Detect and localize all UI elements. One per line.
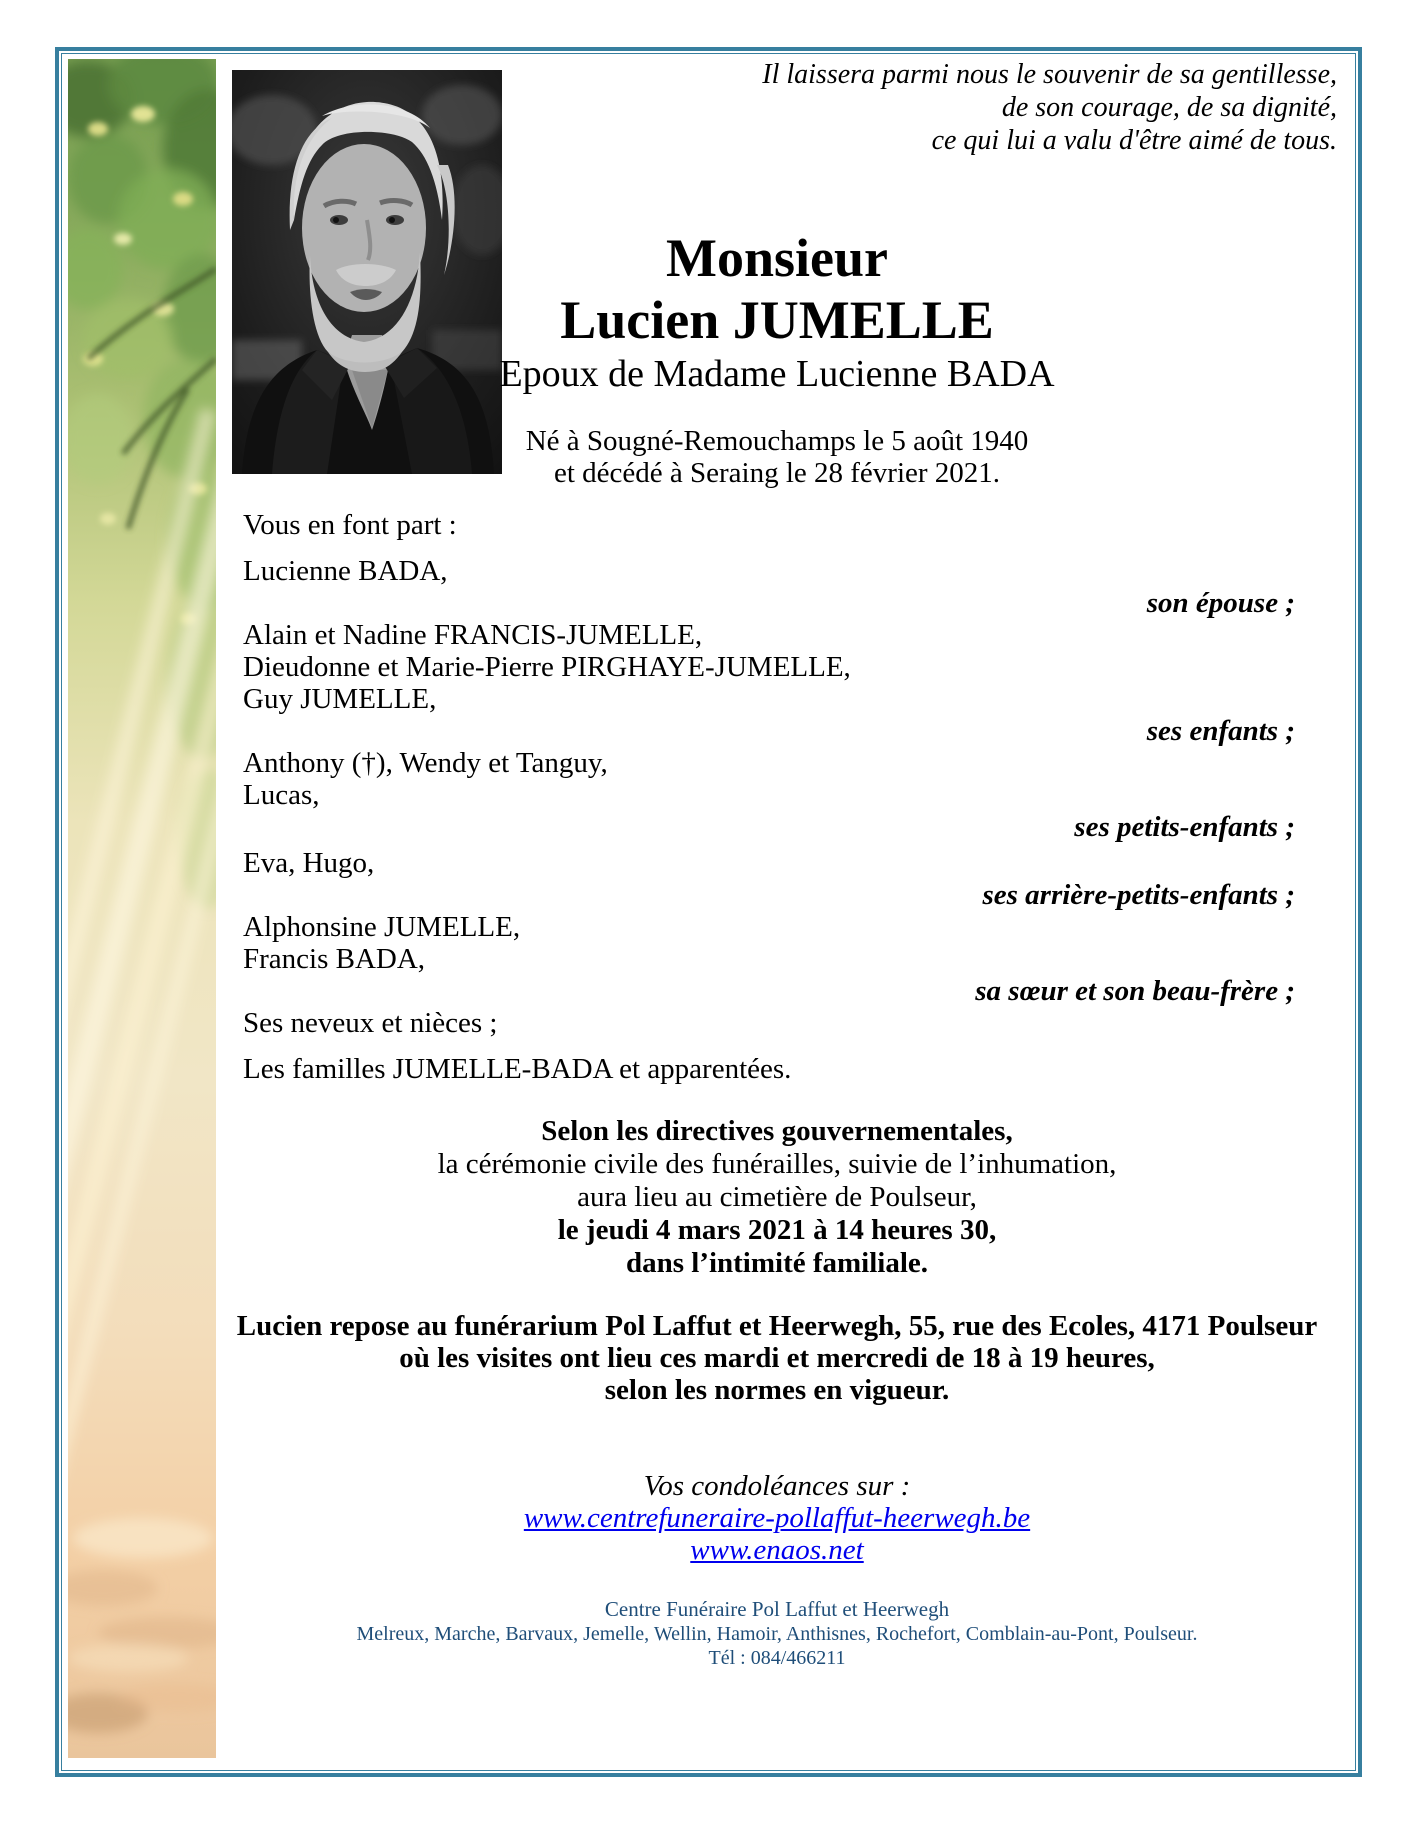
relation-spouse: son épouse ; <box>1146 587 1295 619</box>
families-line <box>217 1053 1337 1085</box>
ceremony-line: aura lieu au cimetière de Poulseur, <box>577 1181 977 1213</box>
deceased-subtitle: Epoux de Madame Lucienne BADA <box>499 353 1055 395</box>
family-name: Dieudonne et Marie-Pierre PIRGHAYE-JUMELLE, <box>243 651 851 683</box>
family-name: Alphonsine JUMELLE, <box>243 911 521 943</box>
deceased-name: Lucien JUMELLE <box>560 290 994 350</box>
ceremony-block <box>217 1115 1337 1280</box>
family-group-spouse <box>217 555 1337 587</box>
death-line: et décédé à Seraing le 28 février 2021. <box>553 457 1001 489</box>
funeral-home-phone: Tél : 084/466211 <box>708 1647 846 1669</box>
family-group-grandchildren <box>217 747 1337 811</box>
birth-line: Né à Sougné-Remouchamps le 5 août 1940 <box>525 425 1029 457</box>
family-group-great-grandchildren <box>217 847 1337 879</box>
birth-death-block <box>217 425 1337 489</box>
family-name: Alain et Nadine FRANCIS-JUMELLE, <box>243 619 703 651</box>
family-name: Francis BADA, <box>243 943 426 975</box>
family-group-children <box>217 619 1337 715</box>
memorial-quote <box>217 58 1337 157</box>
ceremony-line: Selon les directives gouvernementales, <box>541 1115 1013 1147</box>
ceremony-line: dans l’intimité familiale. <box>625 1247 929 1279</box>
family-name: Lucas, <box>243 779 320 811</box>
repose-line: selon les normes en vigueur. <box>604 1374 950 1406</box>
quote-line: ce qui lui a valu d'être aimé de tous. <box>931 125 1337 156</box>
quote-line: Il laissera parmi nous le souvenir de sa gentillesse, <box>762 59 1337 90</box>
relation-children: ses enfants ; <box>1146 715 1295 747</box>
funeral-home-name: Centre Funéraire Pol Laffut et Heerwegh <box>604 1597 950 1621</box>
family-name: Anthony (†), Wendy et Tanguy, <box>243 747 608 779</box>
family-name: Ses neveux et nièces ; <box>243 1007 498 1039</box>
ceremony-date-line: le jeudi 4 mars 2021 à 14 heures 30, <box>557 1214 997 1246</box>
condolences-link-enaos[interactable]: www.enaos.net <box>690 1534 864 1566</box>
family-name: Eva, Hugo, <box>243 847 375 879</box>
funeral-home-footer <box>217 1596 1337 1670</box>
condolences-block <box>217 1470 1337 1566</box>
ceremony-line: la cérémonie civile des funérailles, suivie de l’inhumation, <box>437 1148 1117 1180</box>
funeral-home-locations: Melreux, Marche, Barvaux, Jemelle, Wellin, Hamoir, Anthisnes, Rochefort, Comblain-au-Pont, Poulseur. <box>356 1623 1198 1645</box>
family-name: Les familles JUMELLE-BADA et apparentées. <box>243 1053 792 1085</box>
repose-line: Lucien repose au funérarium Pol Laffut et Heerwegh, 55, rue des Ecoles, 4171 Poulseur <box>236 1310 1318 1342</box>
relation-siblings: sa sœur et son beau-frère ; <box>975 975 1295 1007</box>
family-name: Guy JUMELLE, <box>243 683 437 715</box>
family-name: Lucienne BADA, <box>243 555 448 587</box>
repose-block <box>217 1310 1337 1406</box>
condolences-link-funeraire[interactable]: www.centrefuneraire-pollaffut-heerwegh.be <box>523 1502 1031 1534</box>
family-group-siblings <box>217 911 1337 975</box>
deceased-title: Monsieur <box>666 228 888 288</box>
content-column <box>217 0 1337 1670</box>
nephews-line <box>217 1007 1337 1039</box>
relation-great-grandchildren: ses arrière-petits-enfants ; <box>982 879 1295 911</box>
quote-line: de son courage, de sa dignité, <box>1001 92 1337 123</box>
relation-grandchildren: ses petits-enfants ; <box>1074 811 1295 843</box>
forest-path-image <box>68 59 216 1758</box>
repose-line: où les visites ont lieu ces mardi et mercredi de 18 à 19 heures, <box>399 1342 1155 1374</box>
announcement-intro: Vous en font part : <box>243 509 457 541</box>
condolences-label: Vos condoléances sur : <box>643 1470 911 1502</box>
